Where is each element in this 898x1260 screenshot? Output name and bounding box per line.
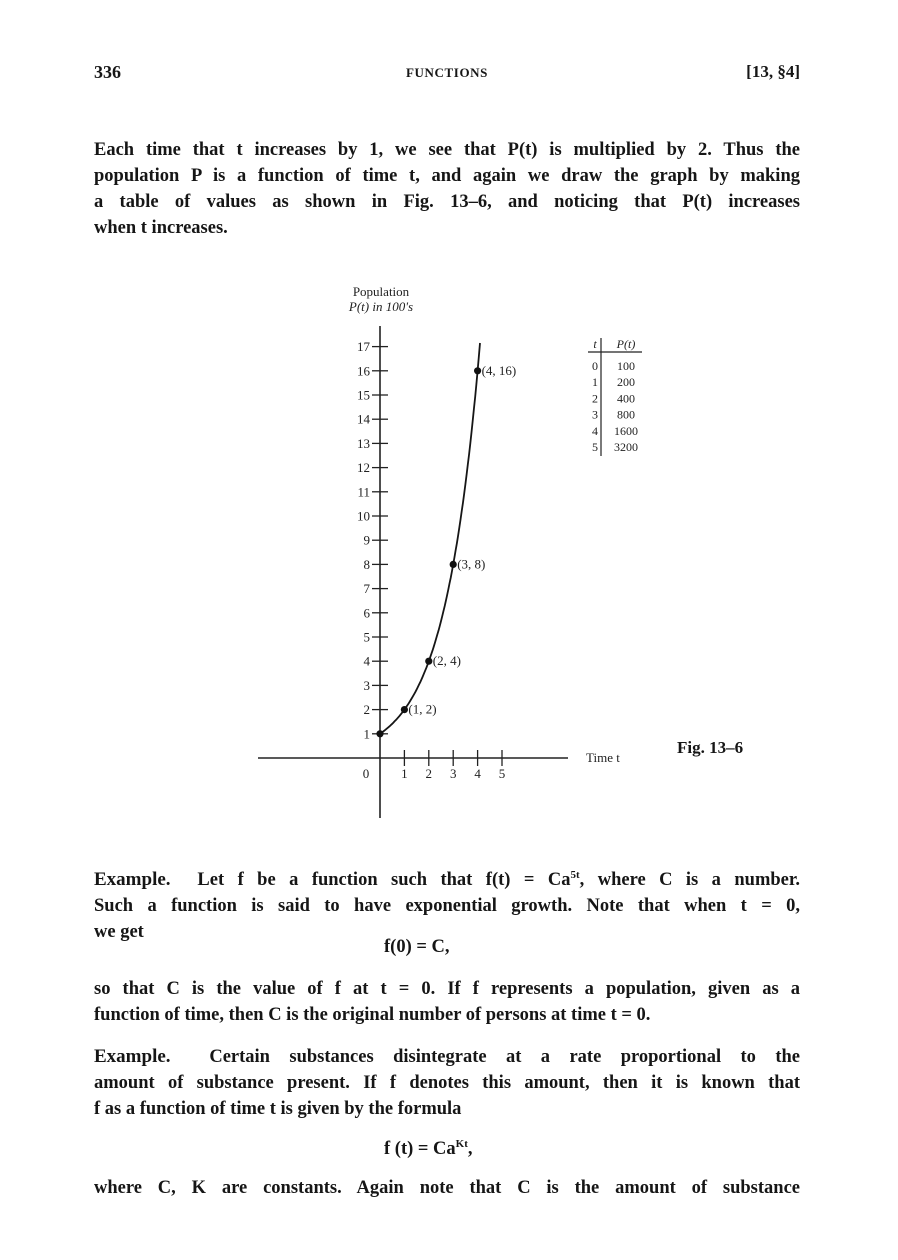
x-tick-label: 1 (401, 766, 408, 781)
origin-label: 0 (362, 766, 370, 781)
data-point-label: (3, 8) (457, 556, 486, 572)
y-tick-label: 16 (357, 363, 370, 379)
y-tick-label: 12 (357, 460, 370, 476)
table-cell-t: 2 (592, 391, 598, 406)
example-1-line: Such a function is said to have exponential growth. Note that when t = 0, (94, 896, 800, 917)
example-1-line: so that C is the value of f at t = 0. If f represents a population, given as a (94, 979, 800, 999)
data-point (376, 730, 383, 737)
section-reference: [13, §4] (746, 62, 800, 81)
y-tick-label: 7 (363, 581, 370, 597)
table-cell-t: 0 (592, 359, 598, 373)
example-1-continued (94, 976, 800, 1028)
table-cell-p: 100 (617, 359, 635, 373)
y-tick-label: 10 (357, 508, 370, 524)
x-tick-label: 3 (449, 766, 457, 781)
y-tick-label: 5 (363, 629, 370, 645)
intro-line: when t increases. (94, 218, 228, 238)
data-point-label: (4, 16) (481, 362, 517, 378)
y-axis-title-line1: Population (352, 284, 410, 299)
growth-curve (380, 343, 480, 734)
example-1-line (94, 862, 800, 893)
table-cell-t: 4 (592, 423, 598, 438)
y-axis-title-line2: P(t) in 100's (348, 299, 414, 314)
table-cell-t: 1 (592, 375, 598, 390)
data-points (376, 363, 516, 738)
table-cell-p: 400 (617, 391, 635, 406)
example-1-heading: Example. (94, 869, 171, 891)
y-tick-label: 15 (357, 387, 370, 403)
y-tick-label: 9 (363, 532, 370, 548)
example-2-heading: Example. (94, 1046, 171, 1067)
equation-f0: f(0) = C, (384, 937, 450, 957)
x-tick-label: 5 (498, 766, 506, 781)
table-cell-p: 200 (617, 375, 635, 390)
equation-ft-end: , (467, 1139, 473, 1160)
figure-label: Fig. 13–6 (677, 738, 744, 757)
table-header-p: P(t) (616, 337, 636, 351)
y-tick-label: 3 (363, 677, 370, 693)
example-1 (94, 862, 800, 945)
intro-line: a table of values as shown in Fig. 13–6, and noticing that P(t) increases (94, 192, 800, 212)
example-1-line: function of time, then C is the original number of persons at time t = 0. (94, 1005, 651, 1025)
table-cell-p: 3200 (614, 440, 638, 454)
y-tick-label: 1 (363, 726, 370, 742)
example-2-line: where C, K are constants. Again note that C is the amount of substance (94, 1178, 800, 1198)
example-2-continued (94, 1175, 800, 1201)
values-table (588, 337, 642, 456)
table-cell-t: 5 (592, 440, 598, 454)
y-tick-label: 13 (357, 435, 370, 451)
y-ticks (357, 339, 388, 741)
example-1-superscript: 5t (570, 869, 580, 881)
intro-line: population P is a function of time t, and again we draw the graph by making (94, 166, 800, 186)
x-ticks (401, 750, 505, 781)
data-point (450, 561, 457, 568)
table-cell-p: 1600 (614, 423, 638, 438)
intro-line: Each time that t increases by 1, we see that P(t) is multiplied by 2. Thus the (94, 140, 800, 160)
table-header-t: t (593, 337, 597, 351)
x-axis-title: Time t (586, 750, 620, 765)
example-2-line: f as a function of time t is given by the formula (94, 1099, 462, 1119)
data-point (401, 706, 408, 713)
y-tick-label: 6 (363, 605, 370, 621)
page-number: 336 (94, 62, 121, 82)
data-point (474, 367, 481, 374)
data-point (425, 658, 432, 665)
data-point-label: (2, 4) (432, 653, 461, 669)
example-2-line: amount of substance present. If f denotes this amount, then it is known that (94, 1073, 800, 1093)
example-1-line: we get (94, 922, 144, 943)
y-tick-label: 2 (363, 702, 370, 718)
table-rows (592, 359, 638, 454)
x-tick-label: 2 (425, 766, 433, 781)
running-title: FUNCTIONS (406, 65, 488, 80)
y-tick-label: 11 (357, 484, 370, 500)
x-tick-label: 4 (474, 766, 481, 781)
y-tick-label: 17 (357, 339, 370, 355)
equation-ft (384, 1138, 473, 1160)
table-cell-p: 800 (617, 407, 635, 422)
y-tick-label: 8 (363, 556, 370, 572)
example-1-text-end: , where C is a number. (579, 870, 801, 891)
example-2-text: Certain substances disintegrate at a rate proportional to the (209, 1047, 800, 1067)
y-tick-label: 4 (363, 653, 370, 669)
data-point-label: (1, 2) (408, 701, 437, 717)
table-cell-t: 3 (592, 407, 598, 422)
example-2 (94, 1044, 800, 1122)
example-2-line (94, 1044, 800, 1070)
equation-ft-superscript: Kt (455, 1138, 468, 1150)
y-tick-label: 14 (357, 411, 370, 427)
example-1-text: Let f be a function such that f(t) = Ca (197, 870, 571, 891)
equation-ft-lhs: f (t) = Ca (384, 1139, 456, 1160)
